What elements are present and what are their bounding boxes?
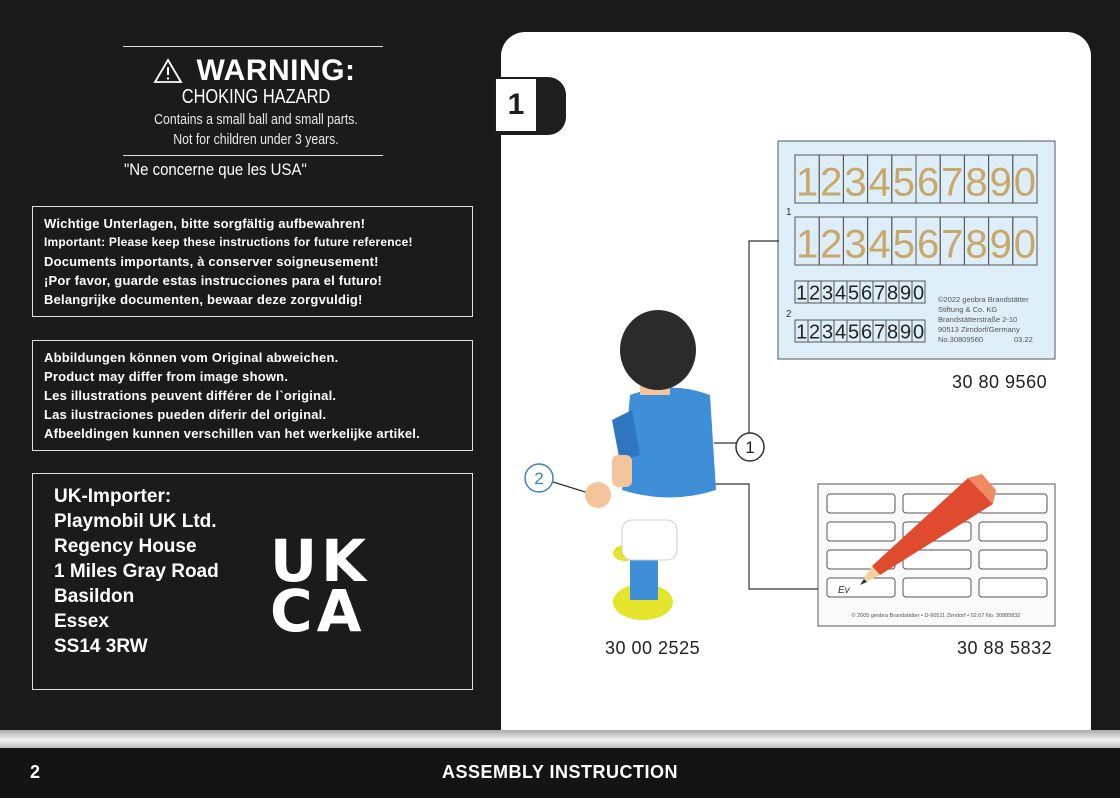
imprint-line: 03.22	[1014, 335, 1033, 344]
sticker-digit: 3	[821, 282, 834, 305]
sticker-digit: 6	[916, 160, 940, 205]
sticker-row-large-1	[795, 155, 1037, 204]
callout-1-label: 1	[745, 438, 755, 457]
sticker-row-large-2	[795, 217, 1037, 266]
warning-line-2: Not for children under 3 years.	[173, 131, 339, 148]
name-sheet-imprint: © 2005 geobra Brandstätter • D-90511 Zirndorf • 02.07 No. 30885832	[851, 613, 1021, 619]
sticker-digit: 5	[892, 160, 916, 205]
sticker-digit: 1	[795, 321, 808, 344]
footer-title: ASSEMBLY INSTRUCTION	[442, 762, 679, 782]
sticker-digit: 4	[868, 160, 891, 205]
sticker-digit: 0	[912, 321, 925, 344]
keep-line: Documents importants, à conserver soigneusement!	[44, 254, 379, 269]
sticker-digit: 5	[892, 222, 916, 267]
shorts	[622, 520, 677, 560]
sticker-digit: 7	[873, 282, 886, 305]
ukca-line-uk: UK	[270, 527, 371, 595]
name-label-cell	[827, 522, 895, 541]
sticker-digit: 5	[847, 321, 860, 344]
sticker-row-label: 2	[786, 309, 792, 320]
part-number-figure: 30 00 2525	[605, 638, 701, 658]
sticker-row-small-2	[795, 320, 925, 343]
sticker-digit: 7	[941, 222, 964, 267]
sticker-digit: 3	[821, 321, 834, 344]
sticker-digit: 1	[795, 160, 819, 205]
warning-title: WARNING:	[196, 54, 356, 87]
part-number-stickers: 30 80 9560	[952, 372, 1048, 392]
sticker-digit: 6	[860, 282, 873, 305]
name-label-cell	[903, 578, 971, 597]
importer-line: SS14 3RW	[54, 636, 148, 657]
footer	[0, 748, 1120, 798]
arm	[612, 455, 632, 487]
sticker-row-small-1	[795, 281, 925, 304]
sticker-digit: 8	[886, 282, 899, 305]
sticker-row-label: 1	[786, 207, 792, 218]
differ-line: Afbeeldingen kunnen verschillen van het werkelijke artikel.	[44, 426, 420, 441]
importer-line: Essex	[54, 611, 109, 632]
sock	[630, 555, 658, 600]
sticker-digit: 4	[834, 282, 847, 305]
warning-line-1: Contains a small ball and small parts.	[154, 111, 358, 128]
choking-hazard: CHOKING HAZARD	[181, 86, 331, 108]
callout-line-1	[714, 241, 779, 443]
sticker-digit: 6	[860, 321, 873, 344]
hand	[585, 482, 611, 508]
imprint-line: ©2022 geobra Brandstätter	[938, 295, 1029, 304]
sticker-digit: 9	[989, 160, 1012, 205]
sticker-digit: 7	[941, 160, 964, 205]
imprint-line: Brandstätterstraße 2-10	[938, 315, 1018, 324]
sticker-digit: 6	[916, 222, 940, 267]
page-number: 2	[30, 762, 41, 782]
sticker-digit: 9	[989, 222, 1012, 267]
callout-2-label: 2	[534, 469, 544, 488]
importer-line: Regency House	[54, 536, 197, 557]
sticker-digit: 4	[834, 321, 847, 344]
importer-line: UK-Importer:	[54, 486, 172, 507]
handwritten-name: Ev	[838, 585, 850, 596]
sticker-digit: 9	[899, 321, 912, 344]
sticker-digit: 1	[795, 222, 819, 267]
sticker-digit: 0	[1013, 160, 1037, 205]
differ-line: Las ilustraciones pueden diferir del original.	[44, 407, 327, 422]
name-label-cell	[827, 494, 895, 513]
sticker-digit: 2	[820, 222, 843, 267]
silver-bar	[0, 730, 1120, 748]
step-number: 1	[494, 77, 538, 133]
importer-line: 1 Miles Gray Road	[54, 561, 219, 582]
sticker-digit: 7	[873, 321, 886, 344]
callout-line-1b	[683, 484, 832, 589]
usa-note: "Ne concerne que les USA"	[124, 160, 307, 179]
keep-line: Wichtige Unterlagen, bitte sorgfältig aufbewahren!	[44, 216, 366, 231]
sticker-digit: 2	[820, 160, 843, 205]
sticker-digit: 8	[965, 160, 988, 205]
part-number-name-sheet: 30 88 5832	[957, 638, 1053, 658]
name-label-cell	[979, 578, 1047, 597]
sticker-digit: 0	[912, 282, 925, 305]
differ-line: Les illustrations peuvent différer de l`original.	[44, 388, 337, 403]
sticker-digit: 9	[899, 282, 912, 305]
differ-line: Abbildungen können vom Original abweichen.	[44, 350, 339, 365]
ukca-line-ca: CA	[270, 577, 366, 645]
keep-line: Important: Please keep these instructions for future reference!	[44, 235, 413, 249]
sticker-digit: 8	[965, 222, 988, 267]
sticker-digit: 4	[868, 222, 891, 267]
keep-line: Belangrijke documenten, bewaar deze zorgvuldig!	[44, 292, 363, 307]
importer-line: Basildon	[54, 586, 135, 607]
hair	[620, 310, 696, 390]
imprint-line: No.30809560	[938, 335, 984, 344]
sticker-digit: 2	[808, 282, 821, 305]
football-player-figure	[585, 310, 716, 620]
keep-line: ¡Por favor, guarde estas instrucciones para el futuro!	[44, 273, 383, 288]
imprint-line: Stiftung & Co. KG	[938, 305, 998, 314]
sticker-digit: 1	[795, 282, 808, 305]
imprint-line: 90513 Zirndorf/Germany	[938, 325, 1020, 334]
name-label-cell	[979, 550, 1047, 569]
sticker-digit: 3	[844, 160, 867, 205]
sticker-digit: 0	[1013, 222, 1037, 267]
sticker-digit: 5	[847, 282, 860, 305]
importer-line: Playmobil UK Ltd.	[54, 511, 217, 532]
sticker-digit: 3	[844, 222, 867, 267]
sticker-digit: 8	[886, 321, 899, 344]
sticker-digit: 2	[808, 321, 821, 344]
name-label-cell	[979, 522, 1047, 541]
differ-line: Product may differ from image shown.	[44, 369, 289, 384]
